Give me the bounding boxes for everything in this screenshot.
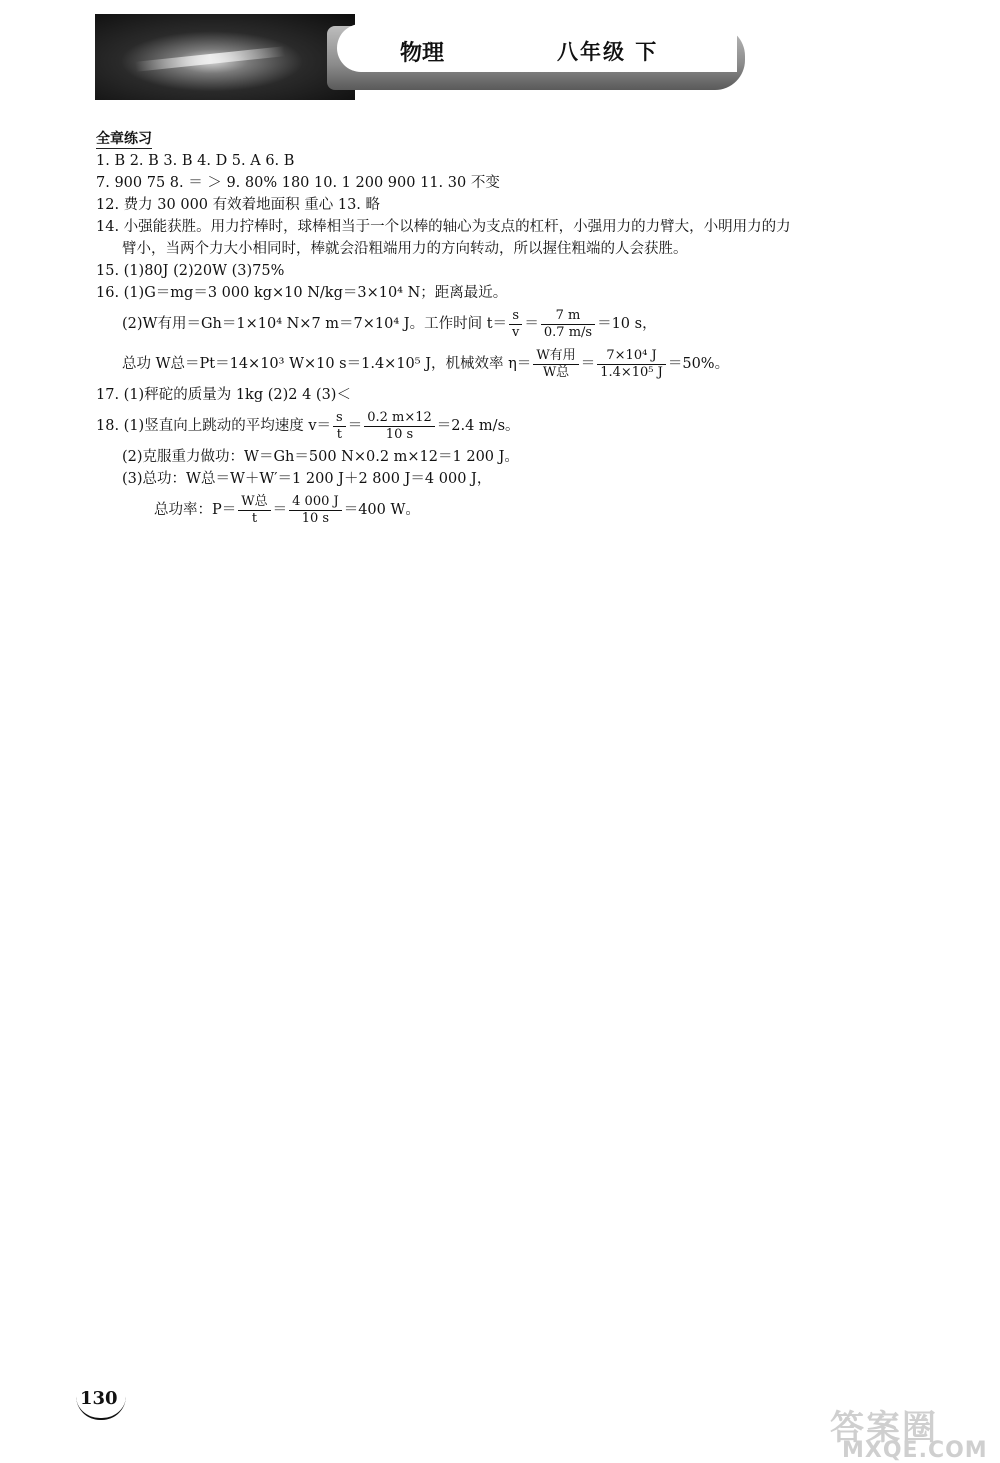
fraction-power-symbolic	[238, 494, 270, 527]
watermark-cn: 答案圈	[830, 1408, 938, 1448]
fraction-denominator: 10 s	[301, 510, 330, 526]
answer-line-8	[96, 344, 936, 384]
section-title: 全章练习	[96, 131, 152, 147]
fraction-7m-over-speed	[541, 308, 595, 341]
answer-content	[96, 128, 936, 530]
fraction-denominator: 10 s	[385, 426, 414, 442]
fraction-s-over-v	[509, 308, 522, 341]
line7-text: (2)W有用＝Gh＝1×10⁴ N×7 m＝7×10⁴ J。工作时间 t＝	[122, 316, 508, 332]
answer-line-11: (2)克服重力做功：W＝Gh＝500 N×0.2 m×12＝1 200 J。	[122, 449, 519, 465]
header-photo	[95, 14, 355, 100]
subject-title: 物理	[400, 40, 445, 66]
answer-line-10	[96, 406, 936, 446]
answer-line-3: 12. 费力 30 000 有效着地面积 重心 13. 略	[96, 197, 381, 213]
grade-label: 八年级 下	[557, 39, 659, 64]
equals-sign: ＝	[272, 502, 288, 518]
fraction-denominator: v	[512, 324, 520, 340]
answer-line-6: 16. (1)G＝mg＝3 000 kg×10 N/kg＝3×10⁴ N；距离最近。	[96, 285, 508, 301]
fraction-efficiency-symbolic	[533, 348, 578, 381]
line10-text: 18. (1)竖直向上跳动的平均速度 v＝	[96, 418, 332, 434]
fraction-numerator: s	[333, 410, 346, 427]
line13-result: ＝400 W。	[343, 502, 420, 518]
answer-line-2: 7. 900 75 8. ＝ ＞ 9. 80% 180 10. 1 200 900 11. 30 不变	[96, 175, 500, 191]
answer-line-4a: 14. 小强能获胜。用力拧棒时，球棒相当于一个以棒的轴心为支点的杠杆，小强用力的力臂大，小明用力的力	[96, 219, 791, 235]
fraction-denominator: t	[336, 426, 342, 442]
fraction-numerator: 0.2 m×12	[364, 410, 435, 427]
fraction-numerator: s	[509, 308, 522, 325]
page-header	[95, 14, 745, 102]
line8-text: 总功 W总＝Pt＝14×10³ W×10 s＝1.4×10⁵ J，机械效率 η＝	[122, 356, 532, 372]
fraction-numerator: 7×10⁴ J	[597, 348, 666, 365]
fraction-denominator: 0.7 m/s	[543, 324, 593, 340]
fraction-power-numeric	[289, 494, 342, 527]
equals-sign: ＝	[347, 418, 363, 434]
fraction-numerator: 7 m	[541, 308, 595, 325]
watermark-en: MXQE.COM	[842, 1438, 988, 1463]
fraction-s-over-t	[333, 410, 346, 443]
answer-line-1: 1. B 2. B 3. B 4. D 5. A 6. B	[96, 153, 295, 169]
equals-sign: ＝	[524, 316, 539, 332]
answer-line-7	[96, 304, 936, 344]
header-tab	[337, 24, 737, 72]
fraction-efficiency-numeric	[597, 348, 666, 381]
answer-line-12: (3)总功：W总＝W＋W′＝1 200 J＋2 800 J＝4 000 J，	[122, 471, 492, 487]
equals-sign: ＝	[580, 356, 596, 372]
answer-line-5: 15. (1)80J (2)20W (3)75%	[96, 263, 285, 279]
answer-line-13	[96, 490, 936, 530]
fraction-numerator: 4 000 J	[289, 494, 342, 511]
line13-text: 总功率：P＝	[154, 502, 237, 518]
line10-result: ＝2.4 m/s。	[436, 418, 520, 434]
line8-result: ＝50%。	[667, 356, 730, 372]
fraction-denominator: W总	[542, 364, 570, 380]
answer-line-4b: 臂小，当两个力大小相同时，棒就会沿粗端用力的方向转动，所以握住粗端的人会获胜。	[122, 241, 688, 257]
fraction-distance-over-time	[364, 410, 435, 443]
page-number: 130	[80, 1388, 118, 1409]
line7-result: ＝10 s，	[597, 316, 657, 332]
answer-line-9: 17. (1)秤砣的质量为 1kg (2)2 4 (3)＜	[96, 387, 351, 403]
fraction-denominator: 1.4×10⁵ J	[600, 364, 663, 380]
fraction-denominator: t	[251, 510, 258, 526]
fraction-numerator: W总	[238, 494, 270, 511]
fraction-numerator: W有用	[533, 348, 578, 365]
watermark-logo	[830, 1400, 990, 1463]
